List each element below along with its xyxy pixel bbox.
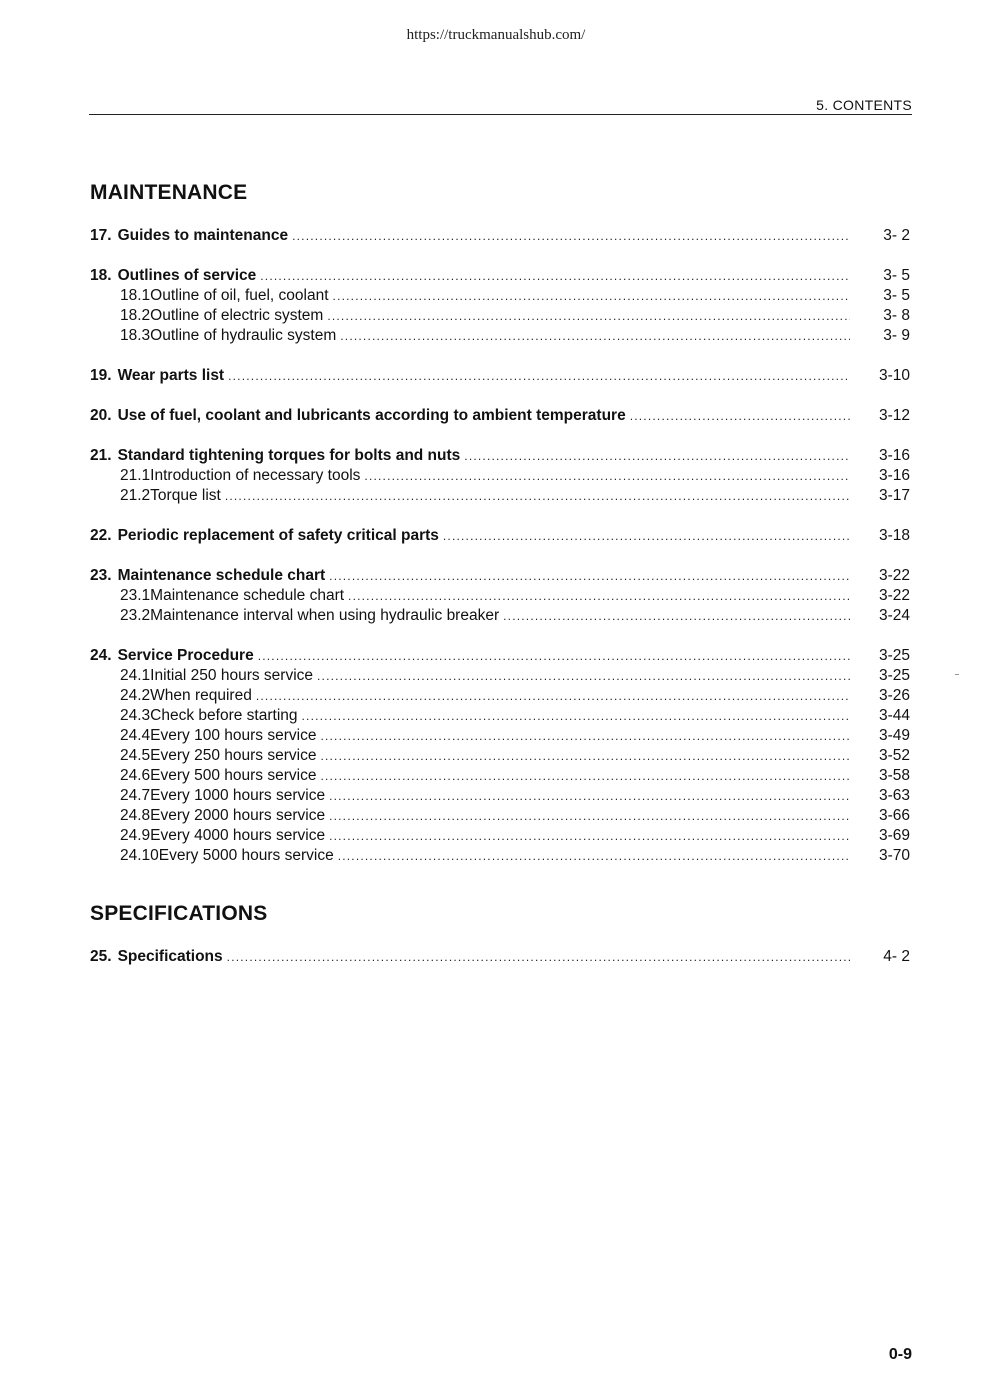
entry-number: 24.8: [120, 807, 151, 824]
toc-subentry[interactable]: [90, 766, 910, 786]
entry-page: 3-26: [878, 687, 910, 704]
entry-number: 19.: [90, 367, 112, 384]
entry-page: 3-16: [878, 447, 910, 464]
maintenance-toc: [90, 226, 910, 866]
entry-page: 3-58: [878, 767, 910, 784]
section-heading-maintenance: MAINTENANCE: [90, 181, 248, 204]
entry-page: 3-69: [878, 827, 910, 844]
dot-leader: [320, 746, 850, 766]
entry-title: Every 250 hours service: [150, 747, 317, 764]
entry-title: Specifications: [117, 948, 223, 965]
entry-number: 25.: [90, 948, 112, 965]
entry-number: 24.1: [120, 667, 151, 684]
dot-leader: [329, 566, 850, 586]
dot-leader: [329, 806, 850, 826]
entry-page: 3-25: [878, 667, 910, 684]
entry-page: 3- 9: [883, 327, 910, 344]
dot-leader: [464, 446, 850, 466]
dot-leader: [225, 486, 850, 506]
toc-subentry[interactable]: [90, 466, 910, 486]
toc-subentry[interactable]: [90, 686, 910, 706]
dot-leader: [302, 706, 851, 726]
toc-entry[interactable]: [90, 446, 910, 466]
entry-number: 17.: [90, 227, 112, 244]
dot-leader: [227, 947, 850, 967]
dot-leader: [503, 606, 850, 626]
entry-title: When required: [150, 687, 252, 704]
entry-title: Every 4000 hours service: [150, 827, 326, 844]
entry-number: 24.2: [120, 687, 151, 704]
entry-page: 3-63: [878, 787, 910, 804]
entry-title: Wear parts list: [117, 367, 225, 384]
entry-title: Torque list: [150, 487, 221, 504]
entry-number: 21.2: [120, 487, 151, 504]
entry-page: 3- 8: [883, 307, 910, 324]
toc-subentry[interactable]: [90, 846, 910, 866]
header-rule: [89, 114, 912, 115]
toc-entry[interactable]: [90, 366, 910, 386]
toc-entry[interactable]: [90, 947, 910, 967]
dot-leader: [228, 366, 850, 386]
toc-entry[interactable]: [90, 406, 910, 426]
dot-leader: [338, 846, 850, 866]
dot-leader: [329, 786, 850, 806]
toc-subentry[interactable]: [90, 486, 910, 506]
entry-title: Every 1000 hours service: [150, 787, 326, 804]
entry-number: 23.2: [120, 607, 151, 624]
source-url: https://truckmanualshub.com/: [406, 27, 586, 43]
entry-page: 3-44: [878, 707, 910, 724]
dot-leader: [348, 586, 850, 606]
toc-subentry[interactable]: [90, 706, 910, 726]
entry-number: 24.3: [120, 707, 151, 724]
toc-subentry[interactable]: [90, 286, 910, 306]
entry-title: Guides to maintenance: [117, 227, 289, 244]
dot-leader: [333, 286, 850, 306]
entry-page: 3-25: [878, 647, 910, 664]
entry-number: 21.1: [120, 467, 151, 484]
entry-title: Every 2000 hours service: [150, 807, 326, 824]
entry-page: 3-52: [878, 747, 910, 764]
toc-subentry[interactable]: [90, 586, 910, 606]
dot-leader: [256, 686, 850, 706]
scan-mark: [955, 674, 959, 675]
entry-title: Every 500 hours service: [150, 767, 317, 784]
entry-title: Standard tightening torques for bolts and nuts: [117, 447, 461, 464]
entry-page: 3-16: [878, 467, 910, 484]
dot-leader: [260, 266, 850, 286]
entry-number: 24.7: [120, 787, 151, 804]
dot-leader: [364, 466, 850, 486]
entry-page: 3-66: [878, 807, 910, 824]
entry-number: 24.10: [120, 847, 159, 864]
dot-leader: [443, 526, 850, 546]
toc-entry[interactable]: [90, 526, 910, 546]
toc-entry[interactable]: [90, 266, 910, 286]
toc-subentry[interactable]: [90, 746, 910, 766]
toc-subentry[interactable]: [90, 726, 910, 746]
entry-page: 3- 5: [883, 267, 910, 284]
entry-page: 3-12: [878, 407, 910, 424]
entry-number: 18.: [90, 267, 112, 284]
entry-page: 3-49: [878, 727, 910, 744]
entry-page: 3-70: [878, 847, 910, 864]
page-number: 0-9: [888, 1346, 912, 1363]
entry-title: Outlines of service: [117, 267, 257, 284]
toc-subentry[interactable]: [90, 826, 910, 846]
entry-page: 3- 2: [883, 227, 910, 244]
dot-leader: [630, 406, 850, 426]
entry-page: 3-18: [878, 527, 910, 544]
toc-subentry[interactable]: [90, 306, 910, 326]
entry-number: 24.5: [120, 747, 151, 764]
dot-leader: [340, 326, 850, 346]
entry-title: Maintenance interval when using hydraulic breaker: [150, 607, 500, 624]
entry-number: 24.4: [120, 727, 151, 744]
entry-number: 22.: [90, 527, 112, 544]
dot-leader: [292, 226, 850, 246]
dot-leader: [327, 306, 850, 326]
entry-page: 4- 2: [883, 948, 910, 965]
dot-leader: [258, 646, 850, 666]
entry-title: Outline of hydraulic system: [150, 327, 337, 344]
entry-title: Service Procedure: [117, 647, 254, 664]
entry-number: 24.9: [120, 827, 151, 844]
entry-number: 18.1: [120, 287, 151, 304]
entry-title: Periodic replacement of safety critical parts: [117, 527, 439, 544]
entry-title: Use of fuel, coolant and lubricants according to ambient temperature: [117, 407, 626, 424]
entry-number: 18.2: [120, 307, 151, 324]
entry-page: 3-22: [878, 567, 910, 584]
entry-title: Outline of oil, fuel, coolant: [150, 287, 329, 304]
section-heading-specifications: SPECIFICATIONS: [90, 902, 268, 925]
entry-title: Every 5000 hours service: [158, 847, 334, 864]
toc-entry[interactable]: [90, 226, 910, 246]
entry-title: Outline of electric system: [150, 307, 324, 324]
toc-subentry[interactable]: [90, 786, 910, 806]
entry-number: 23.: [90, 567, 112, 584]
dot-leader: [320, 726, 850, 746]
running-header: 5. CONTENTS: [816, 97, 912, 113]
dot-leader: [329, 826, 850, 846]
toc-entry[interactable]: [90, 646, 910, 666]
entry-page: 3-24: [878, 607, 910, 624]
entry-title: Initial 250 hours service: [150, 667, 314, 684]
entry-title: Introduction of necessary tools: [150, 467, 361, 484]
entry-title: Check before starting: [150, 707, 298, 724]
toc-subentry[interactable]: [90, 666, 910, 686]
toc-entry[interactable]: [90, 566, 910, 586]
entry-number: 18.3: [120, 327, 151, 344]
entry-page: 3- 5: [883, 287, 910, 304]
specifications-toc: [90, 947, 910, 967]
toc-subentry[interactable]: [90, 806, 910, 826]
entry-number: 24.: [90, 647, 112, 664]
entry-number: 23.1: [120, 587, 151, 604]
entry-page: 3-17: [878, 487, 910, 504]
dot-leader: [320, 766, 850, 786]
entry-number: 20.: [90, 407, 112, 424]
entry-number: 21.: [90, 447, 112, 464]
toc-subentry[interactable]: [90, 326, 910, 346]
entry-title: Maintenance schedule chart: [150, 587, 345, 604]
toc-subentry[interactable]: [90, 606, 910, 626]
entry-title: Every 100 hours service: [150, 727, 317, 744]
entry-page: 3-10: [878, 367, 910, 384]
dot-leader: [317, 666, 850, 686]
entry-title: Maintenance schedule chart: [117, 567, 326, 584]
entry-page: 3-22: [878, 587, 910, 604]
entry-number: 24.6: [120, 767, 151, 784]
